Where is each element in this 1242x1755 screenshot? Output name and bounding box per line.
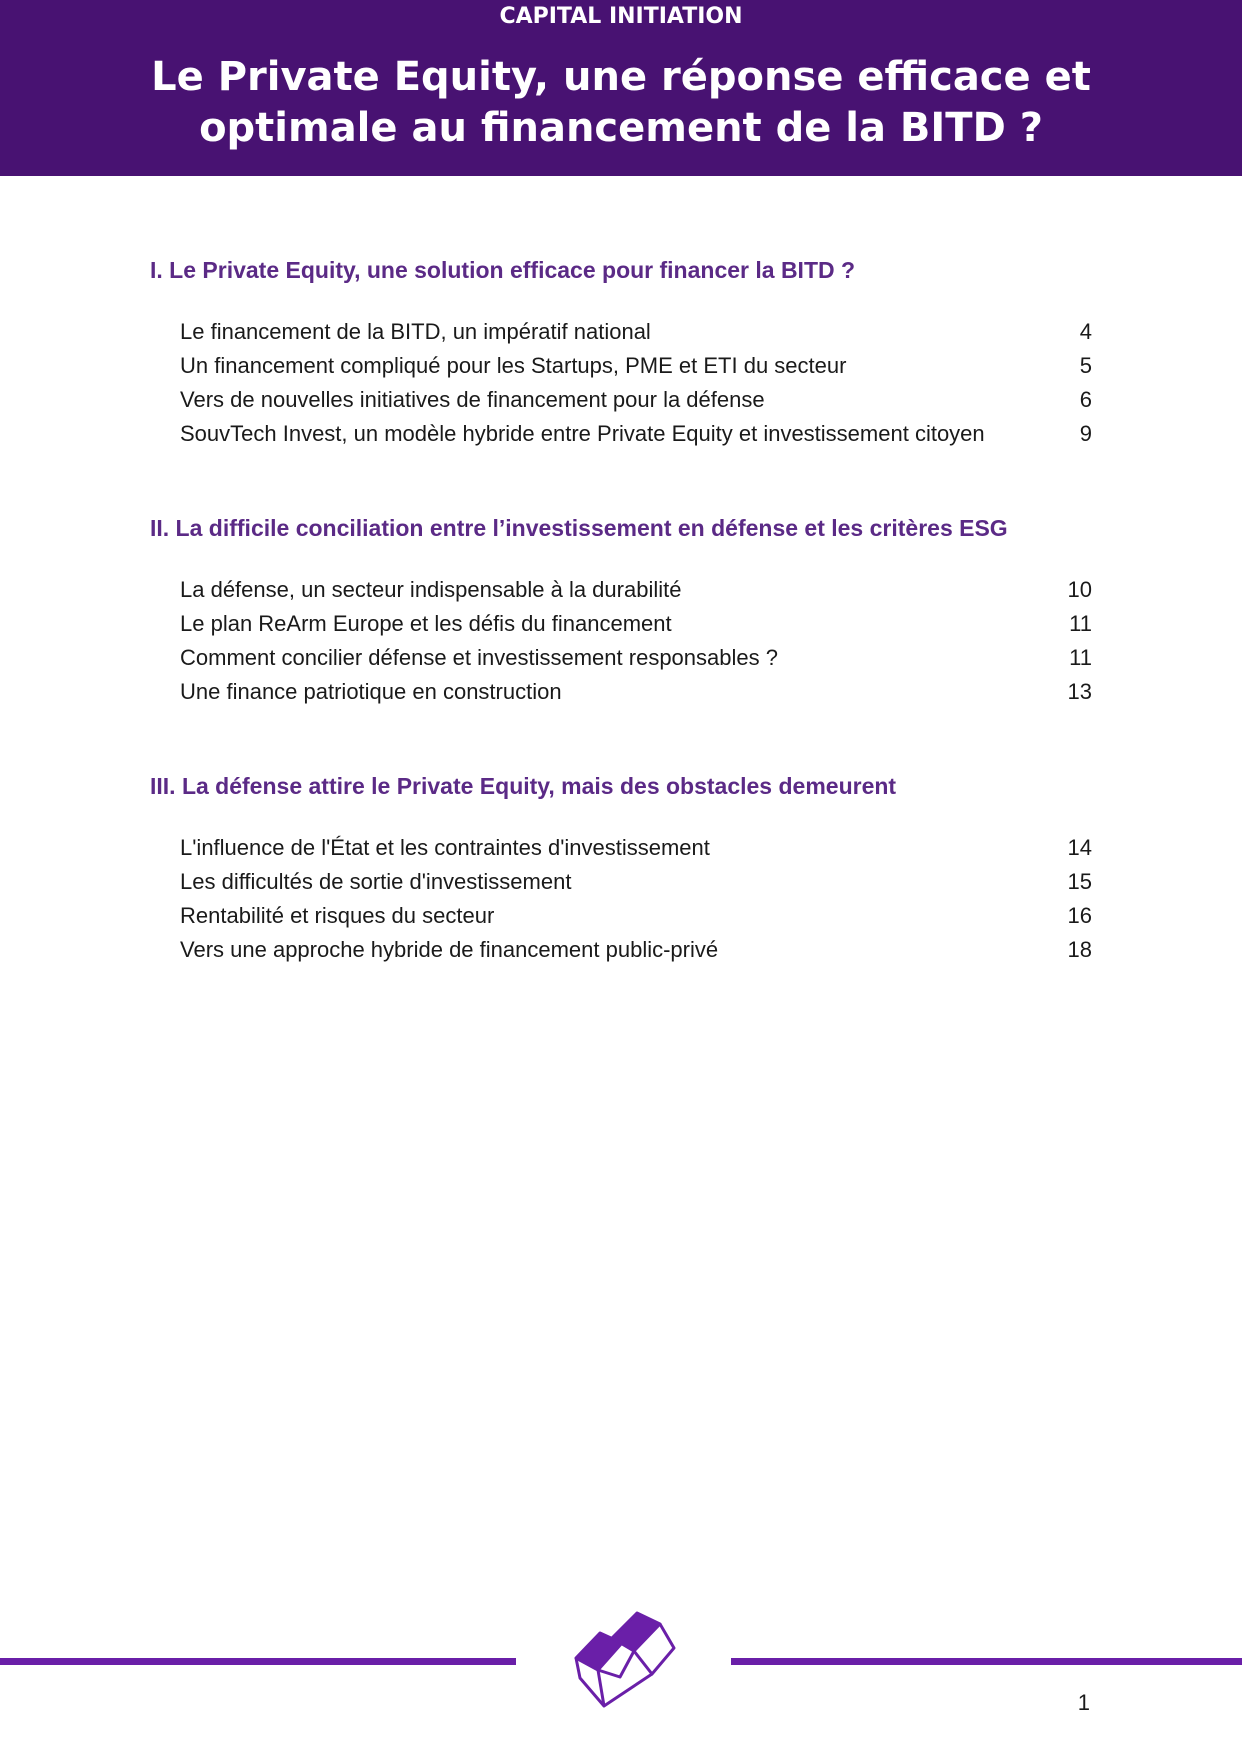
toc-section-1 xyxy=(150,255,1092,451)
toc-entry[interactable] xyxy=(180,383,1092,417)
toc-entry[interactable] xyxy=(180,933,1092,967)
toc-entry-label: Le financement de la BITD, un impératif national xyxy=(180,319,651,344)
toc-entry-label: Vers une approche hybride de financement public-privé xyxy=(180,937,719,962)
section-title: III. La défense attire le Private Equity, mais des obstacles demeurent xyxy=(150,773,897,799)
toc-entry[interactable] xyxy=(180,607,1092,641)
toc-entry-label: La défense, un secteur indispensable à la durabilité xyxy=(180,577,682,602)
page-number: 1 xyxy=(1077,1690,1090,1715)
section-title: I. Le Private Equity, une solution efficace pour financer la BITD ? xyxy=(150,257,856,283)
toc-entry-page: 15 xyxy=(1067,869,1092,894)
toc-entry-page: 13 xyxy=(1067,679,1092,704)
toc-entry-label: Les difficultés de sortie d'investissement xyxy=(180,869,572,894)
page-title: Le Private Equity, une réponse efficace et optimale au financement de la BITD ? xyxy=(151,54,1091,151)
toc-entry[interactable] xyxy=(180,573,1092,607)
toc-entry-label: L'influence de l'État et les contraintes d'investissement xyxy=(180,835,710,860)
toc-entry-label: Vers de nouvelles initiatives de financement pour la défense xyxy=(180,387,765,412)
footer-divider-right xyxy=(731,1658,1242,1665)
toc-entry-page: 10 xyxy=(1067,577,1092,602)
toc-entry[interactable] xyxy=(180,315,1092,349)
toc-entry[interactable] xyxy=(180,899,1092,933)
toc-entry-label: Comment concilier défense et investissement responsables ? xyxy=(180,645,778,670)
toc-entry[interactable] xyxy=(180,831,1092,865)
cube-logo-icon xyxy=(562,1610,684,1710)
toc-entry[interactable] xyxy=(180,417,1092,451)
toc-entry-page: 18 xyxy=(1067,937,1092,962)
toc-entry-page: 5 xyxy=(1079,353,1092,378)
toc-entry[interactable] xyxy=(180,865,1092,899)
toc-entry-label: Le plan ReArm Europe et les défis du financement xyxy=(180,611,672,636)
toc-entry-page: 9 xyxy=(1079,421,1092,446)
toc-entry[interactable] xyxy=(180,349,1092,383)
toc-entry-page: 6 xyxy=(1079,387,1092,412)
toc-entry[interactable] xyxy=(180,641,1092,675)
toc-entry-label: Rentabilité et risques du secteur xyxy=(180,903,495,928)
toc-entry-page: 14 xyxy=(1067,835,1092,860)
toc-section-2 xyxy=(150,513,1092,709)
toc-entry-page: 11 xyxy=(1069,611,1092,636)
header-banner xyxy=(0,0,1242,176)
toc-entry-page: 4 xyxy=(1079,319,1092,344)
toc-section-3 xyxy=(150,771,1092,967)
toc-entry-label: SouvTech Invest, un modèle hybride entre Private Equity et investissement citoyen xyxy=(180,421,985,446)
toc-entry-label: Une finance patriotique en construction xyxy=(180,679,562,704)
brand-name: CAPITAL INITIATION xyxy=(499,4,743,29)
table-of-contents xyxy=(150,255,1092,1029)
section-title: II. La difficile conciliation entre l’investissement en défense et les critères ESG xyxy=(150,515,1008,541)
toc-entry-label: Un financement compliqué pour les Startups, PME et ETI du secteur xyxy=(180,353,847,378)
toc-entry-page: 16 xyxy=(1067,903,1092,928)
toc-entry-page: 11 xyxy=(1069,645,1092,670)
toc-entry[interactable] xyxy=(180,675,1092,709)
footer-divider-left xyxy=(0,1658,516,1665)
